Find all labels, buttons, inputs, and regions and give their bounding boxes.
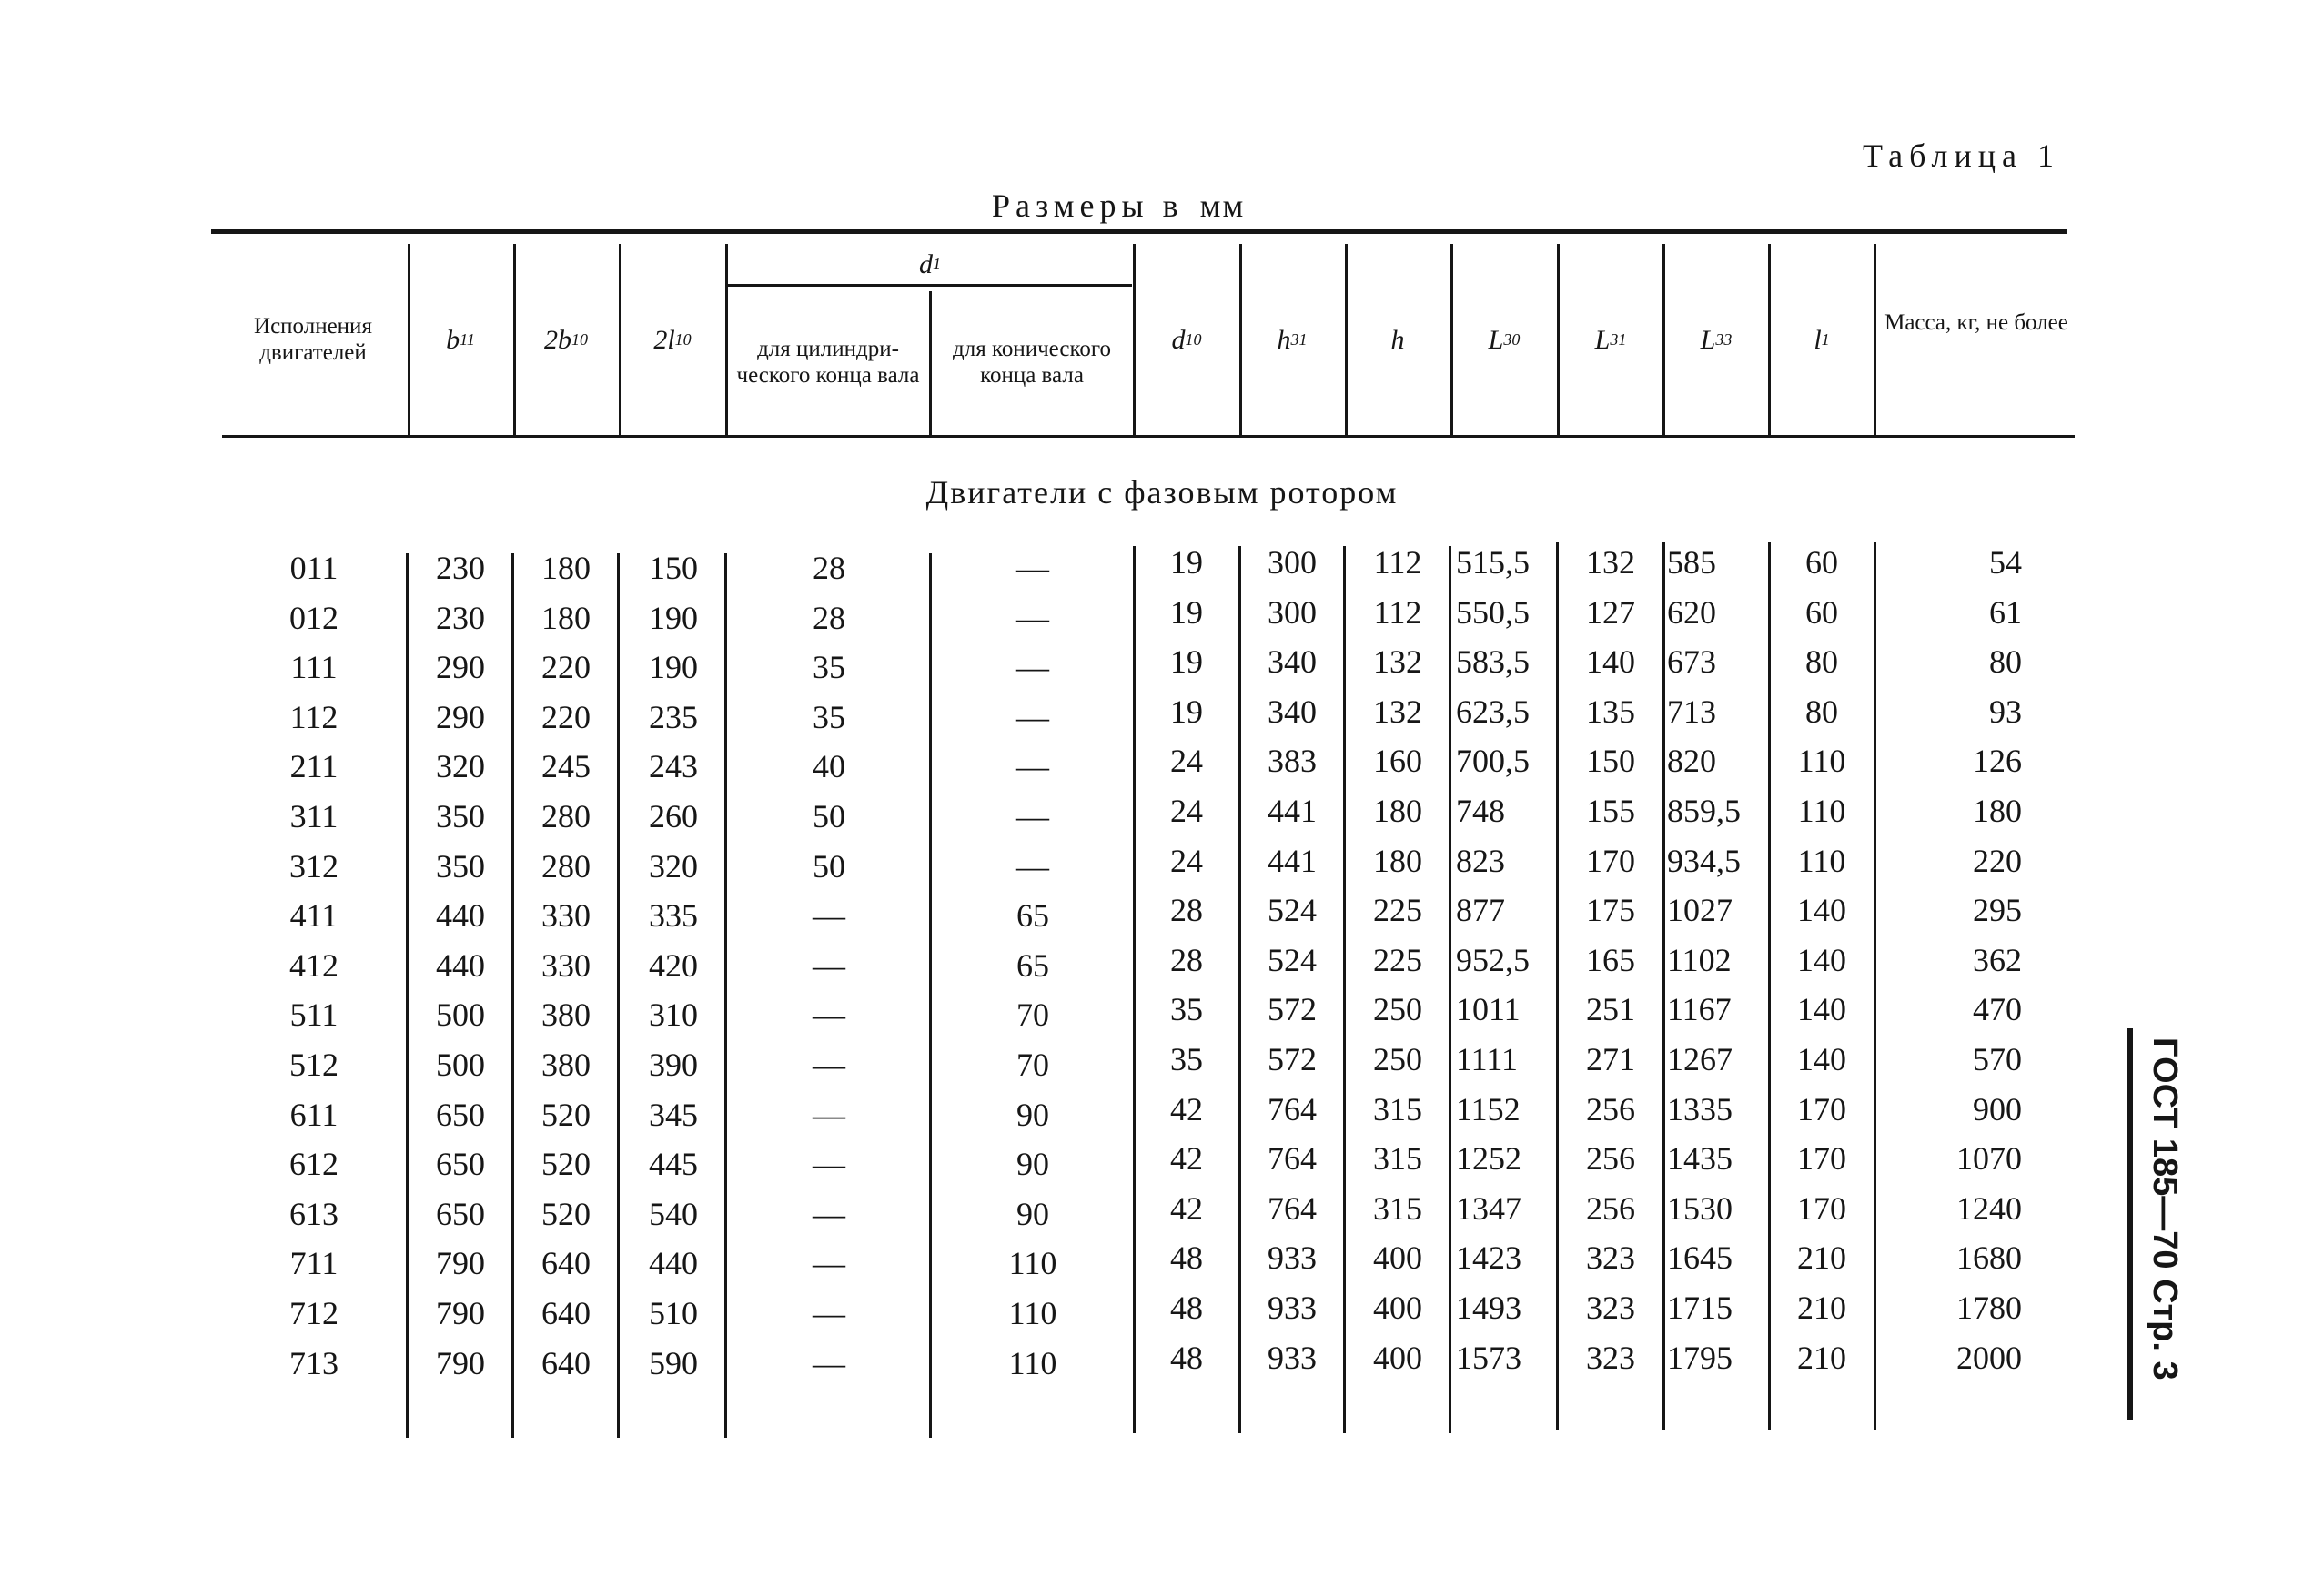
cell-L33: 1027 [1667, 892, 1733, 929]
cell-d10: 19 [1170, 643, 1203, 681]
cell-l10: 420 [649, 946, 698, 984]
cell-b11: 350 [436, 798, 485, 835]
table-row [0, 693, 2324, 742]
cell-b11: 290 [436, 698, 485, 735]
cell-L33: 1102 [1667, 941, 1732, 978]
cell-b11: 650 [436, 1146, 485, 1183]
cell-exec: 012 [289, 599, 338, 636]
cell-L33: 673 [1667, 643, 1716, 681]
cell-L30: 700,5 [1456, 743, 1530, 780]
cell-l1: 210 [1797, 1339, 1846, 1376]
table-row [0, 593, 2324, 642]
cell-exec: 511 [289, 996, 338, 1034]
cell-L30: 877 [1456, 892, 1505, 929]
cell-h31: 764 [1268, 1090, 1317, 1128]
cell-L33: 1795 [1667, 1339, 1733, 1376]
cell-mass: 61 [1989, 593, 2022, 631]
cell-L31: 256 [1586, 1189, 1635, 1227]
cell-d1c: 50 [813, 847, 845, 885]
table-row [0, 842, 2324, 891]
cell-d1c: — [813, 1245, 845, 1282]
header-L31-subscript: 31 [1610, 329, 1627, 349]
cell-b10: 280 [541, 798, 591, 835]
cell-d1c: 28 [813, 550, 845, 586]
cell-h31: 300 [1268, 544, 1317, 581]
cell-l10: 310 [649, 996, 698, 1034]
cell-L30: 1252 [1456, 1140, 1521, 1178]
cell-L33: 713 [1667, 693, 1716, 730]
cell-d1k: 90 [1016, 1096, 1049, 1133]
cell-d1k: — [1016, 698, 1049, 735]
cell-h: 400 [1373, 1290, 1422, 1326]
cell-d1k: 65 [1016, 946, 1049, 984]
cell-L31: 132 [1586, 544, 1635, 581]
cell-d10: 42 [1170, 1090, 1203, 1128]
cell-l10: 345 [649, 1096, 698, 1133]
header-d10-subscript: 10 [1185, 329, 1202, 349]
header-2l10-subscript: 10 [674, 329, 692, 349]
cell-L30: 583,5 [1456, 643, 1530, 681]
cell-h: 112 [1373, 544, 1422, 581]
cell-b11: 350 [436, 847, 485, 885]
cell-h: 225 [1373, 941, 1422, 978]
cell-L31: 150 [1586, 743, 1635, 780]
cell-L30: 1493 [1456, 1290, 1521, 1326]
cell-h31: 524 [1268, 892, 1317, 929]
cell-l1: 110 [1797, 793, 1846, 829]
header-b11-subscript: 11 [460, 329, 475, 349]
cell-l1: 140 [1797, 941, 1846, 978]
cell-exec: 411 [289, 897, 338, 935]
cell-mass: 2000 [1956, 1339, 2022, 1376]
cell-b10: 640 [541, 1344, 591, 1381]
cell-exec: 312 [289, 847, 338, 885]
cell-l10: 440 [649, 1245, 698, 1282]
cell-b11: 230 [436, 599, 485, 636]
cell-L30: 748 [1456, 793, 1505, 829]
header-h31-symbol: h [1277, 324, 1291, 355]
cell-b10: 245 [541, 748, 591, 785]
cell-mass: 93 [1989, 693, 2022, 730]
cell-d10: 28 [1170, 941, 1203, 978]
cell-mass: 54 [1989, 544, 2022, 581]
header-d10 [1136, 246, 1238, 433]
cell-d10: 42 [1170, 1140, 1203, 1178]
cell-d1k: — [1016, 550, 1049, 586]
cell-L31: 155 [1586, 793, 1635, 829]
cell-b10: 380 [541, 1047, 591, 1083]
cell-d1k: — [1016, 599, 1049, 636]
cell-d10: 48 [1170, 1339, 1203, 1376]
header-L31-symbol: L [1594, 324, 1611, 355]
cell-l1: 140 [1797, 1041, 1846, 1077]
cell-L31: 135 [1586, 693, 1635, 730]
cell-l10: 320 [649, 847, 698, 885]
cell-b11: 790 [436, 1344, 485, 1381]
cell-mass: 900 [1973, 1090, 2022, 1128]
cell-h31: 441 [1268, 842, 1317, 879]
cell-l1: 110 [1797, 842, 1846, 879]
header-d10-symbol: d [1171, 324, 1186, 355]
header-2l10 [621, 246, 724, 433]
cell-d10: 19 [1170, 544, 1203, 581]
cell-h31: 441 [1268, 793, 1317, 829]
header-d1 [728, 246, 1132, 282]
cell-l1: 80 [1805, 643, 1838, 681]
cell-L33: 1530 [1667, 1189, 1733, 1227]
cell-h31: 300 [1268, 593, 1317, 631]
cell-h31: 933 [1268, 1339, 1317, 1376]
header-b11-symbol: b [446, 324, 460, 355]
cell-b10: 330 [541, 897, 591, 935]
cell-L31: 127 [1586, 593, 1635, 631]
cell-exec: 112 [289, 698, 338, 735]
cell-d10: 24 [1170, 793, 1203, 829]
header-L33-subscript: 33 [1715, 329, 1733, 349]
cell-h: 400 [1373, 1239, 1422, 1277]
cell-l1: 60 [1805, 544, 1838, 581]
cell-d1c: — [813, 1195, 845, 1232]
cell-mass: 362 [1973, 941, 2022, 978]
cell-d10: 42 [1170, 1189, 1203, 1227]
cell-h: 132 [1373, 643, 1422, 681]
cell-L33: 585 [1667, 544, 1716, 581]
cell-d10: 35 [1170, 991, 1203, 1028]
header-2b10-symbol: 2b [544, 324, 571, 355]
section-title: Двигатели с фазовым ротором [925, 474, 1399, 511]
cell-h: 160 [1373, 743, 1422, 780]
cell-L33: 934,5 [1667, 842, 1741, 879]
cell-mass: 295 [1973, 892, 2022, 929]
cell-d1c: 50 [813, 798, 845, 835]
cell-exec: 711 [289, 1245, 338, 1282]
cell-h: 250 [1373, 1041, 1422, 1077]
cell-b10: 220 [541, 649, 591, 686]
cell-mass: 1780 [1956, 1290, 2022, 1326]
cell-b10: 220 [541, 698, 591, 735]
header-h-symbol: h [1390, 324, 1405, 355]
cell-d1k: — [1016, 847, 1049, 885]
table-row [0, 990, 2324, 1039]
cell-l10: 190 [649, 649, 698, 686]
table-row [0, 1239, 2324, 1288]
cell-mass: 570 [1973, 1041, 2022, 1077]
header-2b10-subscript: 10 [571, 329, 588, 349]
cell-exec: 512 [289, 1047, 338, 1083]
header-l1-subscript: 1 [1821, 329, 1830, 349]
cell-l1: 110 [1797, 743, 1846, 780]
cell-d10: 35 [1170, 1041, 1203, 1077]
cell-L30: 550,5 [1456, 593, 1530, 631]
cell-b11: 500 [436, 996, 485, 1034]
cell-exec: 311 [289, 798, 338, 835]
cell-h: 112 [1373, 593, 1422, 631]
cell-L33: 1267 [1667, 1041, 1733, 1077]
cell-l10: 590 [649, 1344, 698, 1381]
cell-b10: 640 [541, 1295, 591, 1331]
cell-h: 180 [1373, 793, 1422, 829]
cell-L31: 165 [1586, 941, 1635, 978]
cell-h31: 340 [1268, 643, 1317, 681]
cell-mass: 1070 [1956, 1140, 2022, 1178]
cell-d10: 24 [1170, 842, 1203, 879]
cell-h31: 524 [1268, 941, 1317, 978]
cell-exec: 211 [289, 748, 338, 785]
cell-d10: 19 [1170, 593, 1203, 631]
cell-d1k: 70 [1016, 996, 1049, 1034]
cell-b11: 320 [436, 748, 485, 785]
cell-d1k: 90 [1016, 1195, 1049, 1232]
cell-l1: 170 [1797, 1140, 1846, 1178]
cell-d1k: — [1016, 748, 1049, 785]
header-h31-subscript: 31 [1290, 329, 1308, 349]
cell-l10: 260 [649, 798, 698, 835]
cell-exec: 611 [289, 1096, 338, 1133]
cell-b11: 440 [436, 897, 485, 935]
header-L33 [1664, 246, 1768, 433]
cell-mass: 220 [1973, 842, 2022, 879]
cell-l1: 210 [1797, 1290, 1846, 1326]
cell-d1c: 35 [813, 649, 845, 686]
cell-L31: 323 [1586, 1339, 1635, 1376]
cell-l10: 390 [649, 1047, 698, 1083]
cell-exec: 613 [289, 1195, 338, 1232]
cell-L31: 256 [1586, 1140, 1635, 1178]
header-L33-symbol: L [1700, 324, 1716, 355]
cell-l10: 190 [649, 599, 698, 636]
cell-b10: 180 [541, 550, 591, 586]
cell-exec: 412 [289, 946, 338, 984]
d1-header-underline [728, 284, 1132, 287]
header-execution: Исполнения двигателей [254, 314, 372, 365]
cell-b10: 520 [541, 1195, 591, 1232]
units-label-prefix: Размеры в [992, 187, 1184, 224]
cell-h31: 933 [1268, 1239, 1317, 1277]
cell-mass: 126 [1973, 743, 2022, 780]
cell-b11: 440 [436, 946, 485, 984]
cell-l1: 170 [1797, 1189, 1846, 1227]
table-row [0, 891, 2324, 940]
cell-h: 180 [1373, 842, 1422, 879]
cell-L30: 823 [1456, 842, 1505, 879]
cell-exec: 713 [289, 1344, 338, 1381]
cell-b11: 500 [436, 1047, 485, 1083]
header-L30-subscript: 30 [1503, 329, 1521, 349]
header-l1 [1770, 246, 1874, 433]
units-label-unit: мм [1199, 187, 1246, 224]
cell-exec: 011 [289, 550, 338, 586]
cell-d10: 28 [1170, 892, 1203, 929]
cell-b10: 180 [541, 599, 591, 636]
cell-l1: 210 [1797, 1239, 1846, 1277]
cell-b11: 790 [436, 1245, 485, 1282]
cell-exec: 712 [289, 1295, 338, 1331]
cell-h: 250 [1373, 991, 1422, 1028]
header-d1-cylindrical: для цилиндри-ческого конца вала [736, 337, 920, 388]
cell-L33: 1435 [1667, 1140, 1733, 1178]
cell-b10: 520 [541, 1146, 591, 1183]
side-note-bar [2127, 1028, 2133, 1420]
cell-l1: 170 [1797, 1090, 1846, 1128]
header-L30-symbol: L [1488, 324, 1504, 355]
cell-L31: 170 [1586, 842, 1635, 879]
cell-L33: 1167 [1667, 991, 1732, 1028]
cell-L30: 952,5 [1456, 941, 1530, 978]
cell-d1c: — [813, 996, 845, 1034]
cell-b10: 280 [541, 847, 591, 885]
cell-h: 315 [1373, 1140, 1422, 1178]
cell-L31: 256 [1586, 1090, 1635, 1128]
cell-L30: 1111 [1456, 1041, 1518, 1077]
cell-h31: 764 [1268, 1140, 1317, 1178]
cell-d10: 48 [1170, 1239, 1203, 1277]
cell-mass: 1680 [1956, 1239, 2022, 1277]
header-2b10 [515, 246, 617, 433]
cell-L30: 515,5 [1456, 544, 1530, 581]
cell-l1: 80 [1805, 693, 1838, 730]
cell-L33: 1645 [1667, 1239, 1733, 1277]
cell-l10: 540 [649, 1195, 698, 1232]
table-row [0, 1040, 2324, 1089]
cell-d1c: — [813, 1146, 845, 1183]
header-h31 [1241, 246, 1343, 433]
cell-b10: 380 [541, 996, 591, 1034]
cell-d1c: 40 [813, 748, 845, 785]
cell-L30: 623,5 [1456, 693, 1530, 730]
cell-d1k: — [1016, 649, 1049, 686]
cell-l10: 150 [649, 550, 698, 586]
header-mass: Масса, кг, не более [1884, 310, 2068, 335]
table-row [0, 1339, 2324, 1388]
cell-L31: 323 [1586, 1290, 1635, 1326]
cell-L33: 820 [1667, 743, 1716, 780]
cell-L33: 620 [1667, 593, 1716, 631]
cell-h31: 933 [1268, 1290, 1317, 1326]
cell-d1k: — [1016, 798, 1049, 835]
cell-L30: 1347 [1456, 1189, 1521, 1227]
header-d1-symbol: d [919, 248, 933, 279]
cell-b10: 520 [541, 1096, 591, 1133]
cell-L30: 1152 [1456, 1090, 1521, 1128]
side-note: ГОСТ 185—70 Стр. 3 [2146, 1037, 2184, 1381]
cell-h31: 340 [1268, 693, 1317, 730]
header-d1-conical: для конического конца вала [953, 337, 1111, 388]
cell-d10: 48 [1170, 1290, 1203, 1326]
cell-b11: 290 [436, 649, 485, 686]
cell-h31: 572 [1268, 1041, 1317, 1077]
cell-h: 315 [1373, 1189, 1422, 1227]
cell-exec: 111 [290, 649, 338, 686]
table-label: Таблица 1 [1863, 137, 2060, 174]
cell-l1: 60 [1805, 593, 1838, 631]
cell-d1k: 110 [1008, 1295, 1057, 1331]
cell-d1c: — [813, 1344, 845, 1381]
cell-h: 400 [1373, 1339, 1422, 1376]
cell-h: 315 [1373, 1090, 1422, 1128]
cell-h: 225 [1373, 892, 1422, 929]
cell-L31: 140 [1586, 643, 1635, 681]
table-row [0, 941, 2324, 990]
cell-d1k: 110 [1008, 1344, 1057, 1381]
cell-b11: 790 [436, 1295, 485, 1331]
header-L31 [1559, 246, 1662, 433]
cell-d1k: 65 [1016, 897, 1049, 935]
table-row [0, 742, 2324, 791]
cell-h31: 764 [1268, 1189, 1317, 1227]
header-h [1347, 246, 1449, 433]
cell-L31: 271 [1586, 1041, 1635, 1077]
cell-mass: 80 [1989, 643, 2022, 681]
header-d1-subscript: 1 [933, 254, 941, 273]
cell-d1k: 90 [1016, 1146, 1049, 1183]
cell-l10: 445 [649, 1146, 698, 1183]
table-row [0, 642, 2324, 692]
header-b11 [409, 246, 511, 433]
cell-L31: 175 [1586, 892, 1635, 929]
cell-d1c: — [813, 1047, 845, 1083]
header-l1-symbol: l [1814, 324, 1822, 355]
cell-b11: 650 [436, 1195, 485, 1232]
header-2l10-symbol: 2l [653, 324, 675, 355]
header-divider [929, 291, 932, 437]
cell-b10: 330 [541, 946, 591, 984]
header-L30 [1452, 246, 1556, 433]
table-row [0, 1139, 2324, 1189]
cell-d1k: 70 [1016, 1047, 1049, 1083]
cell-exec: 612 [289, 1146, 338, 1183]
cell-d10: 24 [1170, 743, 1203, 780]
cell-b11: 650 [436, 1096, 485, 1133]
cell-L33: 859,5 [1667, 793, 1741, 829]
table-row [0, 792, 2324, 841]
cell-l10: 335 [649, 897, 698, 935]
cell-L31: 323 [1586, 1239, 1635, 1277]
cell-l1: 140 [1797, 892, 1846, 929]
cell-d1c: — [813, 1295, 845, 1331]
cell-h: 132 [1373, 693, 1422, 730]
cell-L33: 1715 [1667, 1290, 1733, 1326]
cell-d1c: — [813, 1096, 845, 1133]
cell-L30: 1011 [1456, 991, 1521, 1028]
cell-L33: 1335 [1667, 1090, 1733, 1128]
cell-L30: 1423 [1456, 1239, 1521, 1277]
cell-l1: 140 [1797, 991, 1846, 1028]
cell-mass: 1240 [1956, 1189, 2022, 1227]
cell-d1c: 28 [813, 599, 845, 636]
cell-l10: 243 [649, 748, 698, 785]
cell-l10: 510 [649, 1295, 698, 1331]
cell-h31: 572 [1268, 991, 1317, 1028]
cell-L30: 1573 [1456, 1339, 1521, 1376]
cell-d1c: — [813, 897, 845, 935]
cell-L31: 251 [1586, 991, 1635, 1028]
cell-h31: 383 [1268, 743, 1317, 780]
cell-d1k: 110 [1008, 1245, 1057, 1282]
cell-b10: 640 [541, 1245, 591, 1282]
cell-d10: 19 [1170, 693, 1203, 730]
cell-l10: 235 [649, 698, 698, 735]
cell-b11: 230 [436, 550, 485, 586]
table-row [0, 1289, 2324, 1338]
cell-mass: 470 [1973, 991, 2022, 1028]
table-row [0, 543, 2324, 592]
cell-d1c: — [813, 946, 845, 984]
cell-d1c: 35 [813, 698, 845, 735]
cell-mass: 180 [1973, 793, 2022, 829]
table-row [0, 1189, 2324, 1239]
table-row [0, 1090, 2324, 1139]
